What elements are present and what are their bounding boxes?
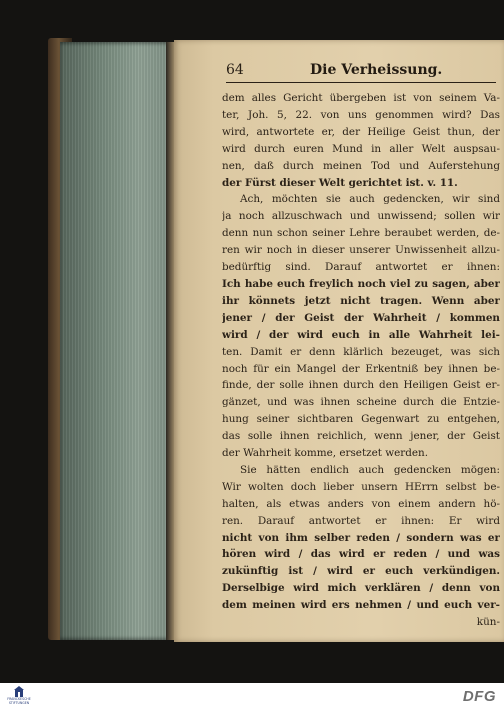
text-line: der Wahrheit komme, ersetzet werden. [222,447,429,460]
page-header [226,62,496,83]
text-line: ren wir noch in dieser unserer Unwissenheit allzu- [222,244,500,257]
text-line: dem alles Gericht übergeben ist von seinem Va- [222,92,500,104]
text-line: hören wird / das wird er reden / und was [222,548,500,561]
text-line: wird durch euren Mund in aller Welt auspsau- [222,142,500,155]
text-line: ja noch allzuschwach und unwissend; sollen wir [222,210,500,223]
text-line: zukünftig ist / wird er euch verkündigen. [222,565,500,578]
text-line: noch für ein Mangel der Erkentniß bey ihnen be- [222,362,500,375]
library-logo [4,685,34,707]
text-line: Ich habe euch freylich noch viel zu sagen, aber [222,277,500,290]
text-line: dem meinen wird ers nehmen / und euch ver- [222,599,500,612]
running-title: Die Verheissung. [310,62,443,78]
body-text [222,90,500,631]
text-line: denn nun schon seiner Lehre beraubet werden, de- [222,227,500,240]
dfg-logo: DFG [462,688,496,705]
text-line: Derselbige wird mich verklären / denn von [222,582,500,595]
text-line: ren. Darauf antwortet er ihnen: Er wird [222,514,500,527]
text-line: bedürftig sind. Darauf antwortet er ihnen: [222,261,500,274]
text-line: ihr könnets jetzt nicht tragen. Wenn aber [222,294,500,307]
book-page [174,40,504,642]
text-line: wird / der wird euch in alle Wahrheit lei- [222,328,500,341]
text-line: das solle ihnen reichlich, wenn jener, der Geist [222,430,500,443]
text-line: hung seiner sichtbaren Gegenwart zu entgehen, [222,413,500,426]
page-number: 64 [226,62,244,78]
text-line: nicht von ihm selber reden / sondern was er [222,531,500,544]
viewer-footer [0,683,504,709]
text-line: Sie hätten endlich auch gedencken mögen: [240,463,500,476]
text-line: Wir wolten doch lieber unsern HErrn selbst be- [222,480,500,493]
text-line: ten. Damit er denn klärlich bezeuget, was sich [222,345,500,358]
text-line: jener / der Geist der Wahrheit / kommen [222,311,500,324]
page-edges [60,42,172,640]
text-line: Ach, möchten sie auch gedencken, wir sind [240,193,500,206]
text-line: ter, Joh. 5, 22. von uns genommen wird? Das [222,108,500,121]
text-line: gänzet, und was ihnen scheine durch die Entzie- [222,396,500,409]
text-line: der Fürst dieser Welt gerichtet ist. v. 11. [222,176,458,189]
library-name: FRANCKESCHE STIFTUNGEN [7,697,31,705]
text-line: nen, daß durch meinen Tod und Auferstehung [222,159,500,172]
text-line: halten, als etwas anders von einem andern hö- [222,497,500,510]
text-line: wird, antwortete er, der Heilige Geist thun, der [222,125,500,138]
text-line: kün- [476,616,500,629]
text-line: finde, der solle ihnen durch den Heiligen Geist er- [222,379,500,392]
